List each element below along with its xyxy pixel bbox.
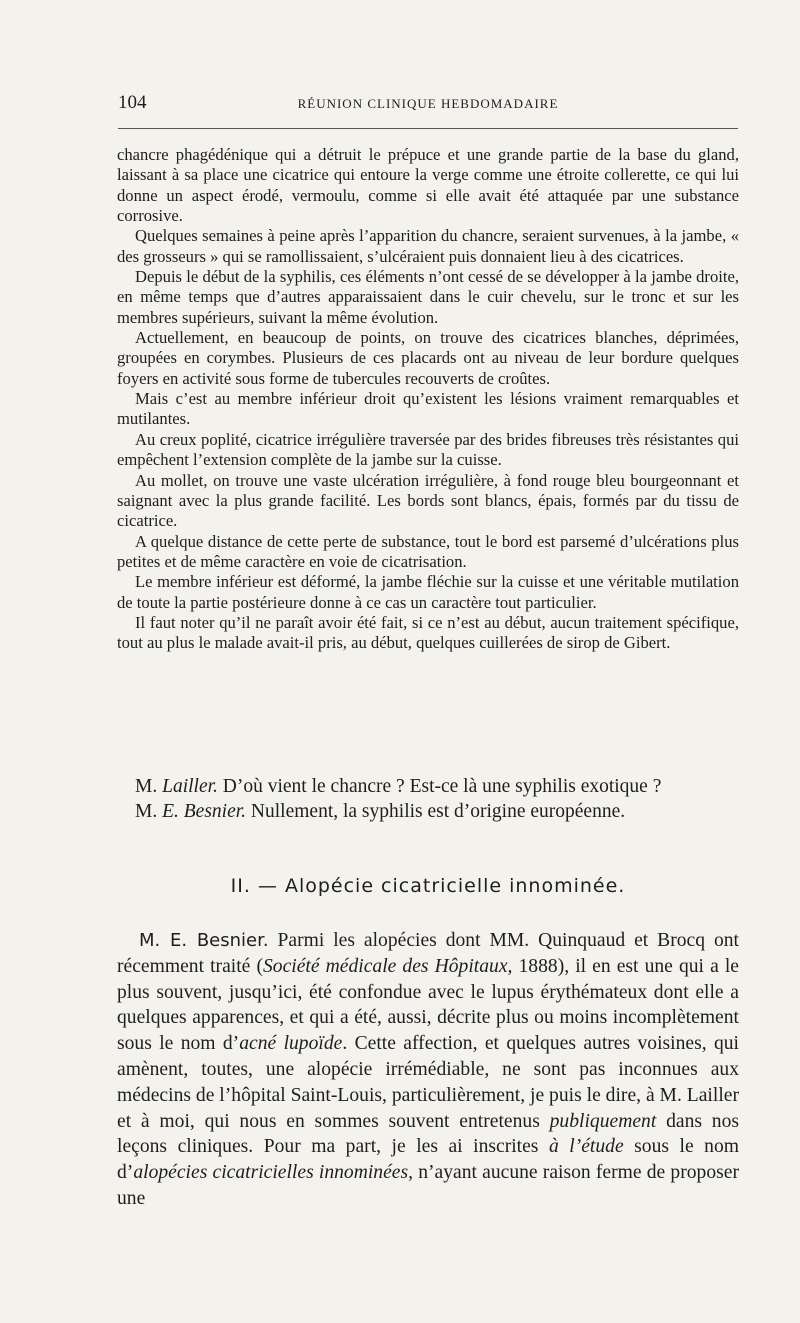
paragraph: chancre phagédénique qui a détruit le prépuce et une grande partie de la base du gland, laissant à sa place une cicatrice qui entoure la verge comme une étroite collerette, ce qui lui donne un aspect érodé, vermoulu, comme si elle avait été attaquée par une substance corrosive. xyxy=(117,145,739,226)
section-heading: II. — Alopécie cicatricielle innominée. xyxy=(230,875,626,897)
dialogue-line xyxy=(117,774,739,799)
italic-run: Société médicale des Hôpitaux, xyxy=(262,955,513,977)
running-head: RÉUNION CLINIQUE HEBDOMADAIRE xyxy=(297,96,559,111)
paragraph: Le membre inférieur est déformé, la jambe fléchie sur la cuisse et une véritable mutilation de toute la partie postérieure donne à ce cas un caractère tout particulier. xyxy=(117,572,739,612)
paragraph: A quelque distance de cette perte de substance, tout le bord est parsemé d’ulcérations plus petites et de même caractère en voie de cicatrisation. xyxy=(117,531,739,571)
paragraph: Au creux poplité, cicatrice irrégulière traversée par des brides fibreuses très résistantes qui empêchent l’extension complète de la jambe sur la cuisse. xyxy=(117,429,739,470)
paragraph: Quelques semaines à peine après l’apparition du chancre, seraient survenues, à la jambe, « des grosseurs » qui se ramollissaient, s’ulcéraient puis donnaient lieu à des cicatrices. xyxy=(117,226,739,266)
speaker-name: E. Besnier. xyxy=(162,801,247,822)
italic-run: acné lupoïde xyxy=(239,1033,343,1055)
dialogue-text: Nullement, la syphilis est d’origine européenne. xyxy=(246,801,626,822)
header-rule xyxy=(118,128,738,129)
text-run: , n’ayant aucune raison ferme de proposer une xyxy=(117,1162,739,1209)
text-run: sous le nom d’ xyxy=(117,1136,740,1184)
text-run: . Cette affection, et quelques autres voisines, qui amènent, toutes, une alopécie irrémédiable, ne sont pas inconnues aux médecins de l’hôpital Saint-Louis, particulièrement, je puis le dire, à M. Lailler et à moi, qui nous en sommes souvent entretenus xyxy=(117,1033,739,1132)
discussion xyxy=(117,774,739,824)
page-header xyxy=(118,92,738,118)
speaker-prefix: M. xyxy=(135,801,163,822)
besnier-text xyxy=(117,928,739,1212)
italic-run: publiquement xyxy=(549,1110,657,1132)
paragraph: Actuellement, en beaucoup de points, on trouve des cicatrices blanches, déprimées, groupées en corymbes. Plusieurs de ces placards ont au niveau de leur bordure quelques foyers en activité sous forme de tubercules recouverts de croûtes. xyxy=(117,328,739,388)
text-run: 1888), il en est une qui a le plus souvent, jusqu’ici, été confondue avec le lupus érythémateux dont elle a quelques apparences, et qui a été, aussi, décrite plus ou moins incomplètement sous le nom d’ xyxy=(117,955,739,1055)
paragraph: Au mollet, on trouve une vaste ulcération irrégulière, à fond rouge bleu bourgeonnant et saignant avec la plus grande facilité. Les bords sont blancs, épais, formés par du tissu de cicatrice. xyxy=(117,470,739,531)
paragraph: Mais c’est au membre inférieur droit qu’existent les lésions vraiment remarquables et mutilantes. xyxy=(117,389,739,429)
speaker-name: M. E. Besnier. xyxy=(139,930,269,951)
paragraph: Depuis le début de la syphilis, ces éléments n’ont cessé de se développer à la jambe droite, en même temps que d’autres apparaissaient dans le cuir chevelu, sur le tronc et sur les membres supérieurs, suivant la même évolution. xyxy=(117,267,739,327)
dialogue-line xyxy=(117,799,739,824)
text-run: dans nos leçons cliniques. Pour ma part, je les ai inscrites xyxy=(117,1110,740,1158)
paragraph xyxy=(117,928,739,1212)
dialogue-text: D’où vient le chancre ? Est-ce là une syphilis exotique ? xyxy=(217,776,662,797)
text-run: Parmi les alopécies dont MM. Quinquaud et Brocq ont récemment traité ( xyxy=(117,930,739,977)
paragraph: Il faut noter qu’il ne paraît avoir été fait, si ce n’est au début, aucun traitement spécifique, tout au plus le malade avait-il pris, au début, quelques cuillerées de sirop de Gibert. xyxy=(117,612,739,653)
speaker-name: Lailler. xyxy=(162,776,218,797)
italic-run: à l’étude xyxy=(548,1136,624,1158)
italic-run: alopécies cicatricielles innominées xyxy=(133,1162,409,1184)
case-report-text xyxy=(117,145,739,654)
speaker-prefix: M. xyxy=(135,776,163,797)
page-number: 104 xyxy=(118,92,147,113)
